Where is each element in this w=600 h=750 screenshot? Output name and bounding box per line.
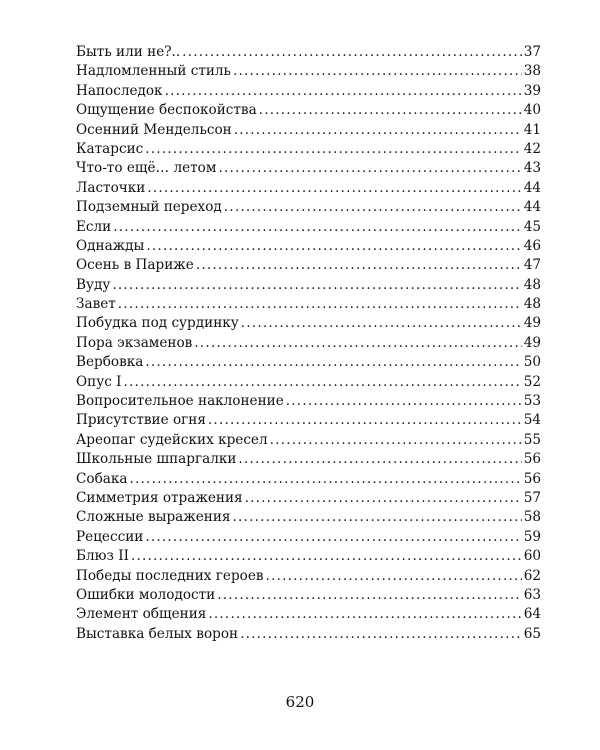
toc-entry-page: 65	[523, 625, 541, 642]
toc-entry-page: 58	[523, 509, 541, 526]
toc-entry	[76, 198, 541, 217]
toc-entry	[76, 314, 541, 333]
toc-entry	[76, 140, 541, 159]
dot-leader	[112, 276, 521, 295]
toc-entry	[76, 470, 541, 489]
toc-entry	[76, 256, 541, 275]
dot-leader	[194, 334, 521, 353]
toc-entry-page: 45	[523, 218, 541, 235]
toc-entry	[76, 625, 541, 644]
toc-entry-title: Присутствие огня	[76, 412, 206, 429]
toc-entry	[76, 82, 541, 101]
toc-entry-page: 53	[523, 393, 541, 410]
toc-entry	[76, 489, 541, 508]
toc-entry	[76, 121, 541, 140]
dot-leader	[286, 392, 522, 411]
dot-leader	[238, 450, 521, 469]
toc-entry	[76, 392, 541, 411]
toc-entry	[76, 62, 541, 81]
dot-leader	[208, 605, 521, 624]
toc-entry-page: 44	[523, 199, 541, 216]
toc-entry-page: 60	[523, 548, 541, 565]
toc-entry-page: 56	[523, 470, 541, 487]
dot-leader	[131, 547, 522, 566]
table-of-contents	[76, 43, 541, 644]
toc-entry-page: 43	[523, 160, 541, 177]
toc-entry-page: 62	[523, 567, 541, 584]
dot-leader	[241, 314, 522, 333]
dot-leader	[208, 411, 522, 430]
toc-entry-page: 37	[523, 44, 541, 60]
dot-leader	[224, 198, 522, 217]
toc-entry-page: 54	[523, 412, 541, 429]
toc-entry-page: 49	[523, 315, 541, 332]
toc-entry	[76, 508, 541, 527]
toc-entry-title: Собака	[76, 470, 128, 487]
toc-entry-page: 39	[523, 82, 541, 99]
toc-entry	[76, 276, 541, 295]
toc-entry-title: Вуду	[76, 276, 111, 293]
toc-entry-title: Напоследок	[76, 82, 163, 99]
toc-entry-title: Завет	[76, 296, 116, 313]
toc-entry-page: 48	[523, 276, 541, 293]
toc-entry-page: 41	[523, 121, 541, 138]
toc-entry-title: Элемент общения	[76, 606, 207, 623]
toc-entry-title: Школьные шпаргалки	[76, 451, 237, 468]
dot-leader	[146, 237, 521, 256]
toc-entry	[76, 411, 541, 430]
toc-entry-title: Осень в Париже	[76, 257, 194, 274]
toc-entry	[76, 431, 541, 450]
page-number: 620	[285, 693, 315, 711]
toc-entry	[76, 237, 541, 256]
dot-leader	[145, 140, 521, 159]
toc-entry-title: Рецессии	[76, 528, 144, 545]
toc-entry	[76, 567, 541, 586]
toc-entry-title: Надломленный стиль	[76, 63, 231, 80]
dot-leader	[240, 625, 522, 644]
toc-entry-title: Ареопаг судейских кресел	[76, 431, 268, 448]
toc-entry	[76, 179, 541, 198]
dot-leader	[218, 159, 521, 178]
toc-entry-title: Вербовка	[76, 354, 144, 371]
dot-leader	[147, 179, 521, 198]
toc-entry-page: 44	[523, 179, 541, 196]
dot-leader	[118, 295, 522, 314]
toc-entry-title: Подземный переход	[76, 199, 222, 216]
dot-leader	[145, 528, 521, 547]
toc-entry-page: 49	[523, 334, 541, 351]
toc-entry-title: Ошибки молодости	[76, 586, 216, 603]
dot-leader	[245, 489, 522, 508]
dot-leader	[124, 373, 522, 392]
toc-entry-title: Что-то ещё… летом	[76, 160, 217, 177]
toc-entry-title: Катарсис	[76, 140, 144, 157]
toc-entry-title: Победы последних героев	[76, 567, 264, 584]
toc-entry	[76, 353, 541, 372]
dot-leader	[113, 218, 521, 237]
toc-entry-page: 40	[523, 102, 541, 119]
toc-entry	[76, 547, 541, 566]
toc-entry-page: 64	[523, 606, 541, 623]
toc-entry-title: Ощущение беспокойства	[76, 102, 257, 119]
toc-entry-title: Вопросительное наклонение	[76, 393, 284, 410]
dot-leader	[234, 121, 522, 140]
toc-entry	[76, 528, 541, 547]
toc-entry	[76, 586, 541, 605]
dot-leader	[259, 101, 522, 120]
dot-leader	[182, 43, 522, 62]
toc-entry	[76, 295, 541, 314]
dot-leader	[145, 353, 521, 372]
toc-entry-page: 48	[523, 296, 541, 313]
dot-leader	[266, 567, 522, 586]
toc-entry-title: Опус I	[76, 373, 122, 390]
toc-entry-title: Побудка под сурдинку	[76, 315, 239, 332]
dot-leader	[270, 431, 522, 450]
toc-entry	[76, 450, 541, 469]
toc-entry-page: 42	[523, 140, 541, 157]
dot-leader	[196, 256, 522, 275]
toc-entry-title: Ласточки	[76, 179, 146, 196]
toc-entry-page: 38	[523, 63, 541, 80]
toc-entry-title: Если	[76, 218, 112, 235]
toc-entry-title: Выставка белых ворон	[76, 625, 239, 642]
toc-entry	[76, 218, 541, 237]
toc-entry	[76, 43, 541, 62]
toc-entry-page: 50	[523, 354, 541, 371]
toc-entry-page: 46	[523, 237, 541, 254]
toc-entry-title: Сложные выражения	[76, 509, 231, 526]
toc-entry-page: 47	[523, 257, 541, 274]
toc-entry	[76, 159, 541, 178]
toc-entry-page: 56	[523, 451, 541, 468]
toc-entry	[76, 101, 541, 120]
dot-leader	[233, 62, 522, 81]
dot-leader	[233, 508, 522, 527]
toc-entry-title: Симметрия отражения	[76, 489, 243, 506]
toc-entry-page: 52	[523, 373, 541, 390]
toc-entry-title: Пора экзаменов	[76, 334, 193, 351]
toc-entry	[76, 605, 541, 624]
toc-entry-title: Однажды	[76, 237, 145, 254]
dot-leader	[129, 470, 521, 489]
toc-entry-page: 63	[523, 586, 541, 603]
toc-entry-title: Быть или не?..	[76, 44, 181, 60]
toc-entry-page: 59	[523, 528, 541, 545]
toc-entry-title: Блюз II	[76, 548, 129, 565]
dot-leader	[165, 82, 522, 101]
toc-entry-page: 57	[523, 489, 541, 506]
dot-leader	[217, 586, 521, 605]
toc-entry-page: 55	[523, 431, 541, 448]
toc-entry-title: Осенний Мендельсон	[76, 121, 232, 138]
toc-entry	[76, 334, 541, 353]
toc-entry	[76, 373, 541, 392]
